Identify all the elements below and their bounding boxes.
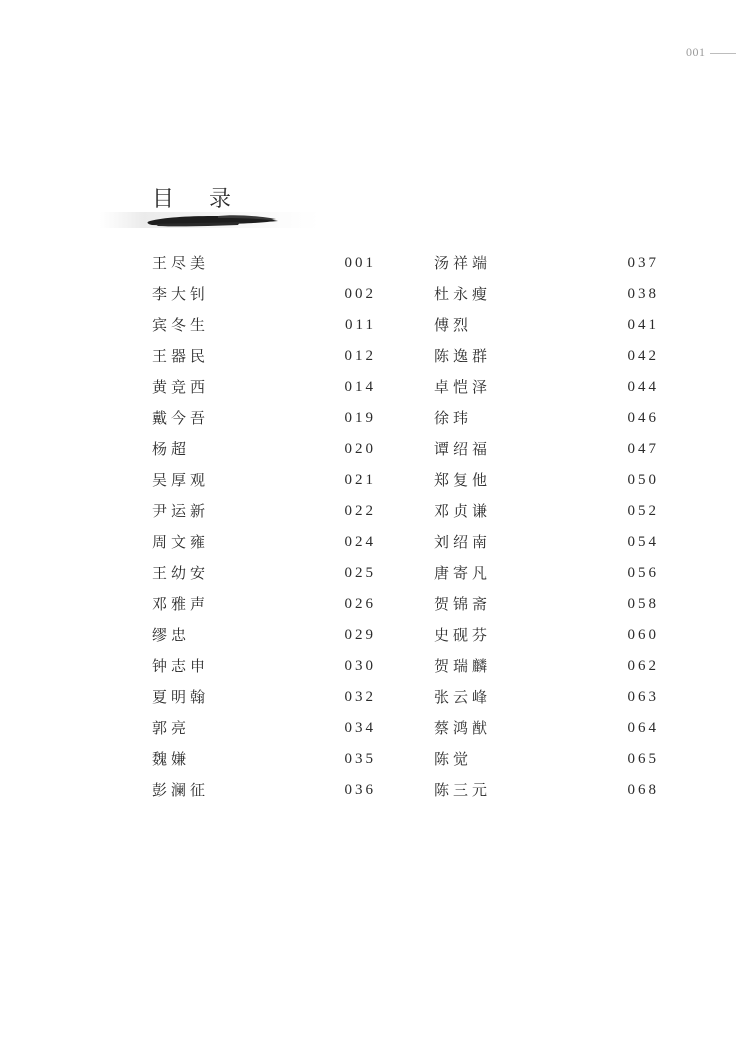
toc-entry-name: 蔡鸿猷 [434, 719, 492, 737]
toc-entry-name: 唐寄凡 [434, 564, 492, 582]
toc-entry[interactable] [434, 372, 659, 403]
toc-entry-name: 贺锦斋 [434, 595, 492, 613]
toc-entry-name: 夏明翰 [152, 688, 210, 706]
toc-entry-page: 030 [344, 658, 376, 674]
toc-entry-page: 056 [627, 565, 659, 581]
toc-entry[interactable] [434, 589, 659, 620]
toc-entry[interactable] [434, 775, 659, 806]
toc-entry-page: 020 [344, 441, 376, 457]
toc-entry[interactable] [152, 589, 376, 620]
toc-entry-page: 021 [344, 472, 376, 488]
toc-entry-name: 宾冬生 [152, 316, 210, 334]
toc-entry[interactable] [434, 496, 659, 527]
toc-entry[interactable] [434, 682, 659, 713]
toc-entry-page: 047 [627, 441, 659, 457]
toc-entry-name: 魏嫌 [152, 750, 191, 768]
toc-entry[interactable] [434, 651, 659, 682]
toc-entry[interactable] [434, 341, 659, 372]
toc-entry-page: 052 [627, 503, 659, 519]
toc-entry-name: 杜永瘦 [434, 285, 492, 303]
toc-entry-page: 063 [627, 689, 659, 705]
toc-entry[interactable] [434, 465, 659, 496]
toc-entry-page: 041 [627, 317, 659, 333]
toc-entry-page: 068 [627, 782, 659, 798]
toc-entry[interactable] [152, 527, 376, 558]
toc-entry[interactable] [152, 620, 376, 651]
toc-entry-page: 060 [627, 627, 659, 643]
toc-entry-page: 050 [627, 472, 659, 488]
toc-entry-page: 019 [344, 410, 376, 426]
toc-column-right [434, 248, 659, 806]
toc-entry-name: 傅烈 [434, 316, 473, 334]
ink-brush-stroke-icon [100, 210, 320, 232]
toc-entry-page: 026 [344, 596, 376, 612]
toc-entry-page: 035 [344, 751, 376, 767]
toc-entry-name: 吴厚观 [152, 471, 210, 489]
toc-entry-name: 郑复他 [434, 471, 492, 489]
toc-entry[interactable] [152, 682, 376, 713]
toc-entry-name: 缪忠 [152, 626, 191, 644]
toc-entry-name: 张云峰 [434, 688, 492, 706]
toc-entry-name: 陈逸群 [434, 347, 492, 365]
toc-entry-page: 022 [344, 503, 376, 519]
toc-entry-name: 尹运新 [152, 502, 210, 520]
page-number-rule [710, 53, 736, 54]
toc-entry-name: 钟志申 [152, 657, 210, 675]
toc-title-char-1: 目 [152, 187, 175, 212]
toc-entry-name: 郭亮 [152, 719, 191, 737]
toc-entry[interactable] [434, 248, 659, 279]
toc-entry-name: 邓雅声 [152, 595, 210, 613]
toc-entry[interactable] [152, 558, 376, 589]
toc-entry-page: 032 [344, 689, 376, 705]
toc-entry[interactable] [434, 403, 659, 434]
toc-column-left [152, 248, 376, 806]
toc-entry[interactable] [152, 713, 376, 744]
toc-entry-page: 036 [344, 782, 376, 798]
toc-entry[interactable] [434, 310, 659, 341]
toc-entry-page: 012 [344, 348, 376, 364]
toc-entry-page: 014 [344, 379, 376, 395]
toc-entry-page: 065 [627, 751, 659, 767]
toc-entry[interactable] [152, 744, 376, 775]
toc-entry-name: 黄竞西 [152, 378, 210, 396]
toc-entry[interactable] [434, 527, 659, 558]
toc-entry-page: 062 [627, 658, 659, 674]
toc-entry-name: 卓恺泽 [434, 378, 492, 396]
toc-entry[interactable] [152, 496, 376, 527]
toc-entry[interactable] [152, 434, 376, 465]
toc-entry-name: 史砚芬 [434, 626, 492, 644]
toc-entry-name: 汤祥端 [434, 254, 492, 272]
toc-entry[interactable] [152, 341, 376, 372]
page-number: 001 [686, 45, 706, 59]
toc-entry-name: 陈三元 [434, 781, 492, 799]
toc-entry[interactable] [152, 279, 376, 310]
toc-entry-page: 044 [627, 379, 659, 395]
toc-entry-name: 王器民 [152, 347, 210, 365]
toc-entry[interactable] [152, 465, 376, 496]
toc-entry[interactable] [152, 248, 376, 279]
toc-entry-page: 001 [344, 255, 376, 271]
toc-entry-page: 042 [627, 348, 659, 364]
toc-entry-name: 王尽美 [152, 254, 210, 272]
toc-entry-page: 046 [627, 410, 659, 426]
toc-entry[interactable] [434, 279, 659, 310]
toc-entry-page: 002 [344, 286, 376, 302]
toc-entry-page: 038 [627, 286, 659, 302]
toc-entry-page: 025 [344, 565, 376, 581]
toc-entry-name: 刘绍南 [434, 533, 492, 551]
toc-title [152, 182, 266, 213]
toc-entry-name: 王幼安 [152, 564, 210, 582]
toc-entry[interactable] [152, 651, 376, 682]
toc-entry[interactable] [434, 620, 659, 651]
toc-entry-name: 戴今吾 [152, 409, 210, 427]
toc-entry-name: 徐玮 [434, 409, 473, 427]
toc-entry[interactable] [434, 434, 659, 465]
toc-entry[interactable] [434, 713, 659, 744]
toc-entry-page: 054 [627, 534, 659, 550]
toc-entry-page: 024 [344, 534, 376, 550]
toc-entry-page: 034 [344, 720, 376, 736]
toc-entry-name: 周文雍 [152, 533, 210, 551]
toc-title-char-2: 录 [209, 187, 232, 212]
toc-entry-name: 李大钊 [152, 285, 210, 303]
toc-entry-name: 陈觉 [434, 750, 473, 768]
toc-entry-name: 杨超 [152, 440, 191, 458]
toc-entry-page: 058 [627, 596, 659, 612]
toc-entry[interactable] [152, 310, 376, 341]
toc-entry-name: 邓贞谦 [434, 502, 492, 520]
toc-entry-page: 029 [344, 627, 376, 643]
toc-entry-name: 谭绍福 [434, 440, 492, 458]
toc-entry[interactable] [152, 372, 376, 403]
toc-entry-page: 037 [627, 255, 659, 271]
toc-entry[interactable] [434, 744, 659, 775]
toc-entry[interactable] [434, 558, 659, 589]
toc-entry-page: 064 [627, 720, 659, 736]
toc-entry[interactable] [152, 775, 376, 806]
toc-entry-name: 贺瑞麟 [434, 657, 492, 675]
toc-entry-page: 011 [345, 317, 376, 333]
toc-entry-name: 彭澜征 [152, 781, 210, 799]
toc-entry[interactable] [152, 403, 376, 434]
